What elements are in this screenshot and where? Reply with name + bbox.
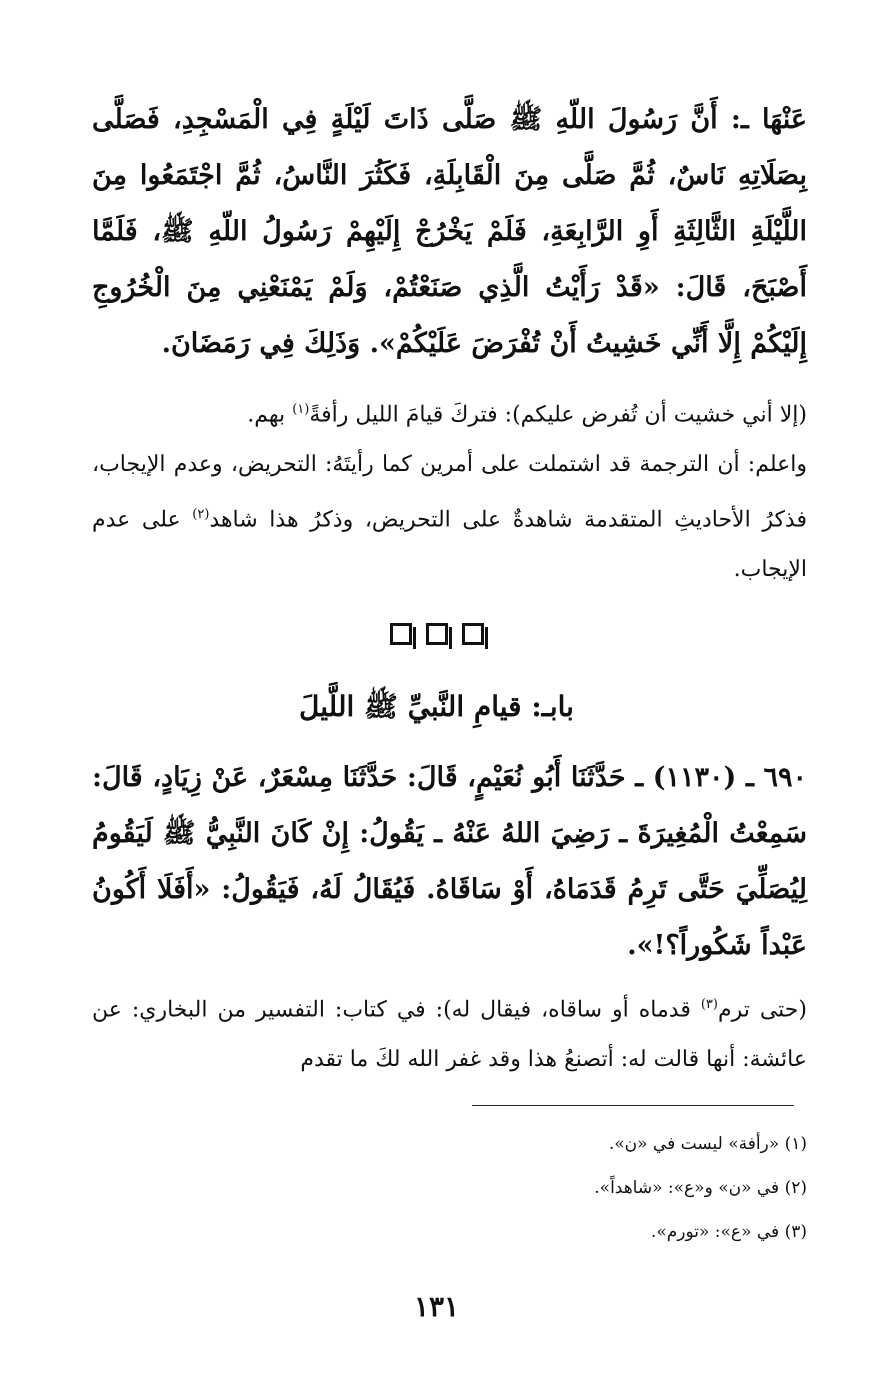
chapter-heading: بابـ: قيامِ النَّبيِّ ﷺ اللَّيلَ	[299, 690, 574, 723]
footnote-ref-1: (١)	[292, 402, 310, 417]
footnote-ref-3: (٣)	[700, 997, 718, 1012]
hadith-690: ٦٩٠ ـ (١١٣٠) ـ حَدَّثَنَا أَبُو نُعَيْمٍ، قَالَ: حَدَّثَنَا مِسْعَرٌ، عَنْ زِيَادٍ، قَالَ: سَمِعْتُ الْمُغِيرَةَ ـ رَضِيَ اللهُ عَنْهُ ـ يَقُولُ: إِنْ كَانَ النَّبِيُّ ﷺ لَيَقُومُ لِيُصَلِّيَ حَتَّى تَرِمُ قَدَمَاهُ، أَوْ سَاقَاهُ. فَيُقَالُ لَهُ، فَيَقُولُ: «أَفَلَا أَكُونُ عَبْداً شَكُوراً؟!».	[92, 762, 807, 961]
separator-square-icon	[426, 623, 448, 645]
commentary-2-text-end: على عدم الإيجاب.	[92, 507, 807, 583]
commentary-3-text-start: (حتى ترم	[717, 997, 807, 1023]
footnote-2: (٢) في «ن» و«ع»: «شاهداً».	[594, 1178, 807, 1198]
footnotes	[92, 1122, 807, 1254]
page-number: ١٣١	[413, 1290, 460, 1323]
section-separator	[0, 623, 873, 645]
footnote-1: (١) «رأفة» ليست في «ن».	[608, 1134, 807, 1154]
commentary-2-text: واعلم: أن الترجمة قد اشتملت على أمرين كما رأيتَهُ: التحريض، وعدم الإيجاب، فذكرُ الأحاديثِ المتقدمة شاهدةٌ على التحريض، وذكرُ هذا شاهد	[92, 452, 807, 533]
separator-square-icon	[390, 623, 412, 645]
commentary-paragraph-3	[92, 980, 807, 1085]
footnote-ref-2: (٢)	[192, 507, 210, 522]
footnote-divider	[472, 1105, 794, 1106]
commentary-paragraph-2	[92, 440, 807, 595]
commentary-1-text-end: بهم.	[247, 402, 293, 428]
commentary-paragraph-1	[92, 385, 807, 440]
separator-square-icon	[462, 623, 484, 645]
commentary-1-text: (إلا أني خشيت أن تُفرض عليكم): فتركَ قيامَ الليل رأفةً	[309, 402, 807, 428]
hadith-text-continued: عَنْهَا ـ: أَنَّ رَسُولَ اللّهِ ﷺ صَلَّى ذَاتَ لَيْلَةٍ فِي الْمَسْجِدِ، فَصَلَّى بِصَلَاتِهِ نَاسٌ، ثُمَّ صَلَّى مِنَ الْقَابِلَةِ، فَكَثُرَ النَّاسُ، ثُمَّ اجْتَمَعُوا مِنَ اللَّيْلَةِ الثَّالِثَةِ أَوِ الرَّابِعَةِ، فَلَمْ يَخْرُجْ إِلَيْهِمْ رَسُولُ اللّهِ ﷺ، فَلَمَّا أَصْبَحَ، قَالَ: «قَدْ رَأَيْتُ الَّذِي صَنَعْتُمْ، وَلَمْ يَمْنَعْنِي مِنَ الْخُرُوجِ إِلَيْكُمْ إِلَّا أَنِّي خَشِيتُ أَنْ تُفْرَضَ عَلَيْكُمْ». وَذَلِكَ فِي رَمَضَانَ.	[92, 104, 807, 359]
footnote-3: (٣) في «ع»: «تورم».	[650, 1222, 807, 1242]
commentary-3-text: قدماه أو ساقاه، فيقال له): في كتاب: التفسير من البخاري: عن عائشة: أنها قالت له: أتصنعُ هذا وقد غفر الله لكَ ما تقدم	[92, 997, 807, 1073]
